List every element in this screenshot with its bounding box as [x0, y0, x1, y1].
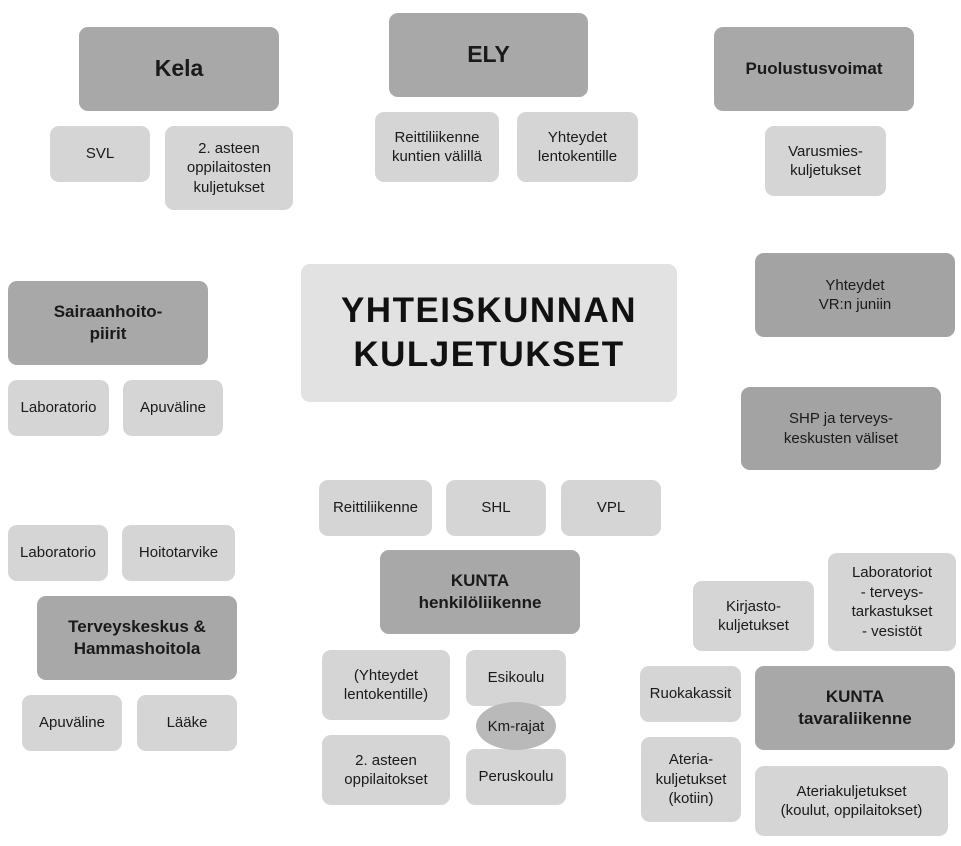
shp-item-apuvaline: Apuväline [123, 380, 223, 436]
kunta-henkiloliikenne-heading: KUNTA henkilöliikenne [380, 550, 580, 634]
shp-item-laboratorio: Laboratorio [8, 380, 109, 436]
kunta-item-peruskoulu: Peruskoulu [466, 749, 566, 805]
tk-item-laboratorio: Laboratorio [8, 525, 108, 581]
tk-item-laake: Lääke [137, 695, 237, 751]
kunta-item-esikoulu: Esikoulu [466, 650, 566, 706]
tavara-item-ruokakassit: Ruokakassit [640, 666, 741, 722]
kunta-tavaraliikenne-heading: KUNTA tavaraliikenne [755, 666, 955, 750]
tavara-item-ateria-koulut: Ateriakuljetukset (koulut, oppilaitokset) [755, 766, 948, 836]
tk-item-hoitotarvike: Hoitotarvike [122, 525, 235, 581]
ely-item-reittiliikenne: Reittiliikenne kuntien välillä [375, 112, 499, 182]
kunta-item-vpl: VPL [561, 480, 661, 536]
vr-yhteydet-box: Yhteydet VR:n juniin [755, 253, 955, 337]
kunta-item-shl: SHL [446, 480, 546, 536]
kunta-item-2-asteen: 2. asteen oppilaitokset [322, 735, 450, 805]
kela-item-svl: SVL [50, 126, 150, 182]
kela-item-2-asteen: 2. asteen oppilaitosten kuljetukset [165, 126, 293, 210]
km-rajat-ellipse: Km-rajat [476, 702, 556, 750]
kunta-item-reittiliikenne: Reittiliikenne [319, 480, 432, 536]
center-title: YHTEISKUNNAN KULJETUKSET [301, 264, 677, 402]
terveyskeskus-heading: Terveyskeskus & Hammashoitola [37, 596, 237, 680]
tk-item-apuvaline: Apuväline [22, 695, 122, 751]
puolustusvoimat-item-varusmies: Varusmies- kuljetukset [765, 126, 886, 196]
puolustusvoimat-heading: Puolustusvoimat [714, 27, 914, 111]
ely-heading: ELY [389, 13, 588, 97]
tavara-item-kirjasto: Kirjasto- kuljetukset [693, 581, 814, 651]
sairaanhoitopiirit-heading: Sairaanhoito- piirit [8, 281, 208, 365]
tavara-item-ateria-kotiin: Ateria- kuljetukset (kotiin) [641, 737, 741, 822]
tavara-item-laboratoriot: Laboratoriot - terveys- tarkastukset - vesistöt [828, 553, 956, 651]
kela-heading: Kela [79, 27, 279, 111]
kunta-item-lentokentille: (Yhteydet lentokentille) [322, 650, 450, 720]
shp-terveyskeskukset-box: SHP ja terveys- keskusten väliset [741, 387, 941, 470]
ely-item-lentokentille: Yhteydet lentokentille [517, 112, 638, 182]
